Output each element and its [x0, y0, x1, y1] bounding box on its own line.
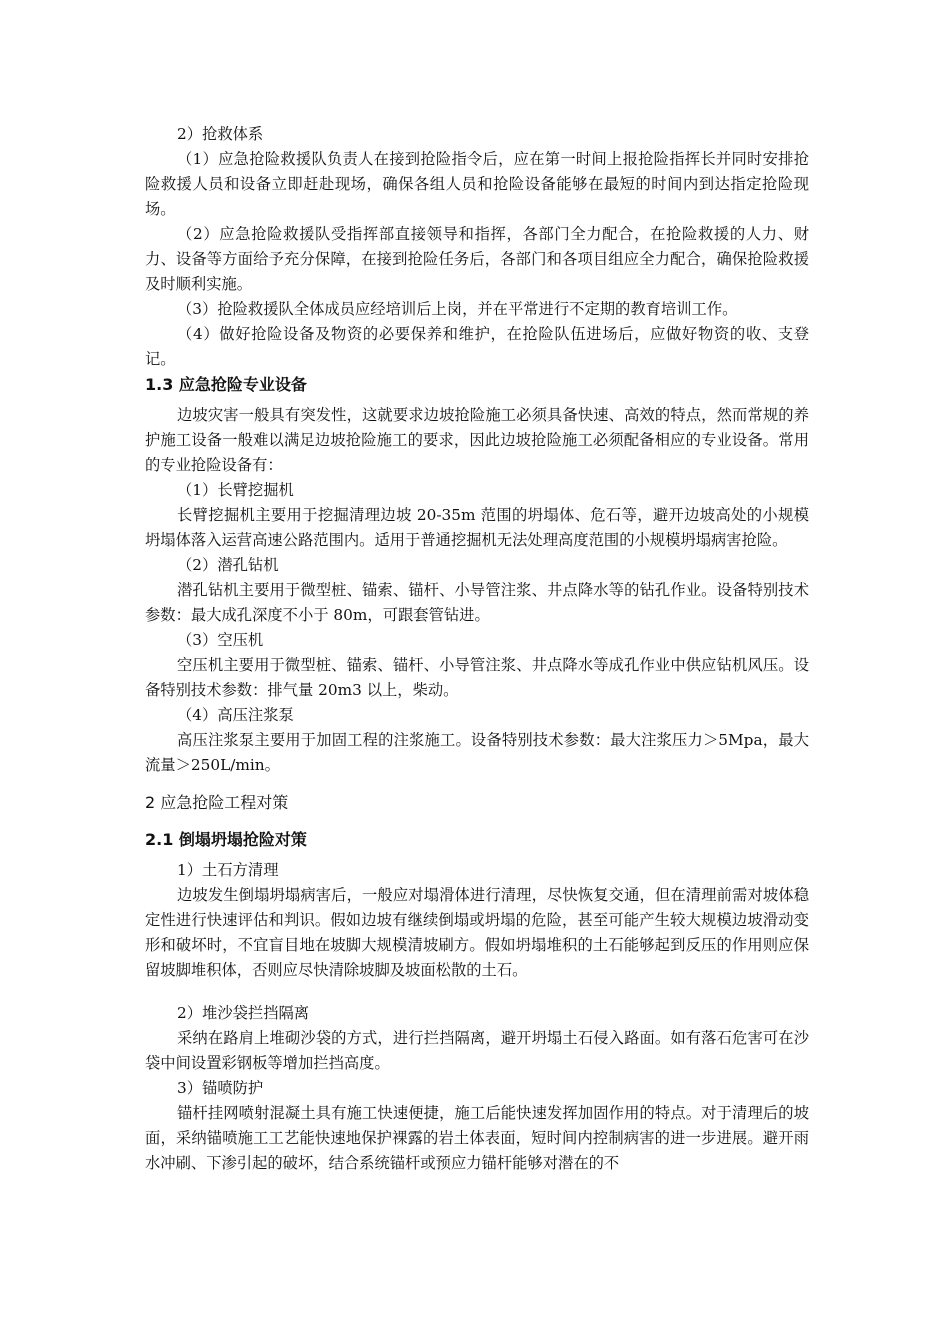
equipment-label-4: （4）高压注浆泵	[177, 706, 294, 724]
equipment-label-2: （2）潜孔钻机	[177, 556, 279, 574]
document-body	[145, 122, 809, 1176]
equipment-intro: 边坡灾害一般具有突发性，这就要求边坡抢险施工必须具备快速、高效的特点，然而常规的养护施工设备一般难以满足边坡抢险施工的要求，因此边坡抢险施工必须配备相应的专业设备。常用的专业抢险设备有：	[145, 406, 809, 474]
rescue-item-2: （2）应急抢险救援队受指挥部直接领导和指挥，各部门全力配合，在抢险救援的人力、财力、设备等方面给予充分保障，在接到抢险任务后，各部门和各项目组应全力配合，确保抢险救援及时顺利实施。	[145, 225, 809, 293]
measure-desc-1: 边坡发生倒塌坍塌病害后，一般应对塌滑体进行清理，尽快恢复交通，但在清理前需对坡体稳定性进行快速评估和判识。假如边坡有继续倒塌或坍塌的危险，甚至可能产生较大规模边坡滑动变形和破坏时，不宜盲目地在坡脚大规模清坡刷方。假如坍塌堆积的土石能够起到反压的作用则应保留坡脚堆积体，否则应尽快清除坡脚及坡面松散的土石。	[145, 886, 809, 979]
measure-desc-2: 采纳在路肩上堆砌沙袋的方式，进行拦挡隔离，避开坍塌土石侵入路面。如有落石危害可在沙袋中间设置彩钢板等增加拦挡高度。	[145, 1029, 809, 1072]
equipment-label-1: （1）长臂挖掘机	[177, 481, 294, 499]
measure-desc-3: 锚杆挂网喷射混凝土具有施工快速便捷，施工后能快速发挥加固作用的特点。对于清理后的坡面，采纳锚喷施工工艺能快速地保护裸露的岩土体表面，短时间内控制病害的进一步进展。避开雨水冲刷、下渗引起的破坏，结合系统锚杆或预应力锚杆能够对潜在的不	[145, 1104, 809, 1172]
equipment-label-3: （3）空压机	[177, 631, 264, 649]
spacer	[145, 815, 809, 827]
measure-label-2: 2）堆沙袋拦挡隔离	[177, 1004, 310, 1022]
heading-1-3: 1.3 应急抢险专业设备	[145, 375, 307, 394]
equipment-desc-1: 长臂挖掘机主要用于挖掘清理边坡 20-35m 范围的坍塌体、危石等，避开边坡高处的小规模坍塌体落入运营高速公路范围内。适用于普通挖掘机无法处理高度范围的小规模坍塌病害抢险。	[145, 506, 809, 549]
heading-2-1: 2.1 倒塌坍塌抢险对策	[145, 830, 307, 849]
rescue-item-1: （1）应急抢险救援队负责人在接到抢险指令后，应在第一时间上报抢险指挥长并同时安排抢险救援人员和设备立即赶赴现场，确保各组人员和抢险设备能够在最短的时间内到达指定抢险现场。	[145, 150, 809, 218]
rescue-item-3: （3）抢险救援队全体成员应经培训后上岗，并在平常进行不定期的教育培训工作。	[177, 300, 738, 318]
measure-label-3: 3）锚喷防护	[177, 1079, 264, 1097]
measure-label-1: 1）土石方清理	[177, 861, 279, 879]
rescue-item-4: （4）做好抢险设备及物资的必要保养和维护，在抢险队伍进场后，应做好物资的收、支登记。	[145, 325, 809, 368]
spacer	[145, 778, 809, 790]
equipment-desc-3: 空压机主要用于微型桩、锚索、锚杆、小导管注浆、井点降水等成孔作业中供应钻机风压。设备特别技术参数：排气量 20m3 以上，柴动。	[145, 656, 809, 699]
spacer	[145, 983, 809, 995]
section-heading-rescue-system: 2）抢救体系	[177, 125, 264, 143]
heading-2: 2 应急抢险工程对策	[145, 793, 289, 812]
equipment-desc-4: 高压注浆泵主要用于加固工程的注浆施工。设备特别技术参数：最大注浆压力＞5Mpa，最大流量＞250L/min。	[145, 731, 809, 774]
equipment-desc-2: 潜孔钻机主要用于微型桩、锚索、锚杆、小导管注浆、井点降水等的钻孔作业。设备特别技术参数：最大成孔深度不小于 80m，可跟套管钻进。	[145, 581, 809, 624]
